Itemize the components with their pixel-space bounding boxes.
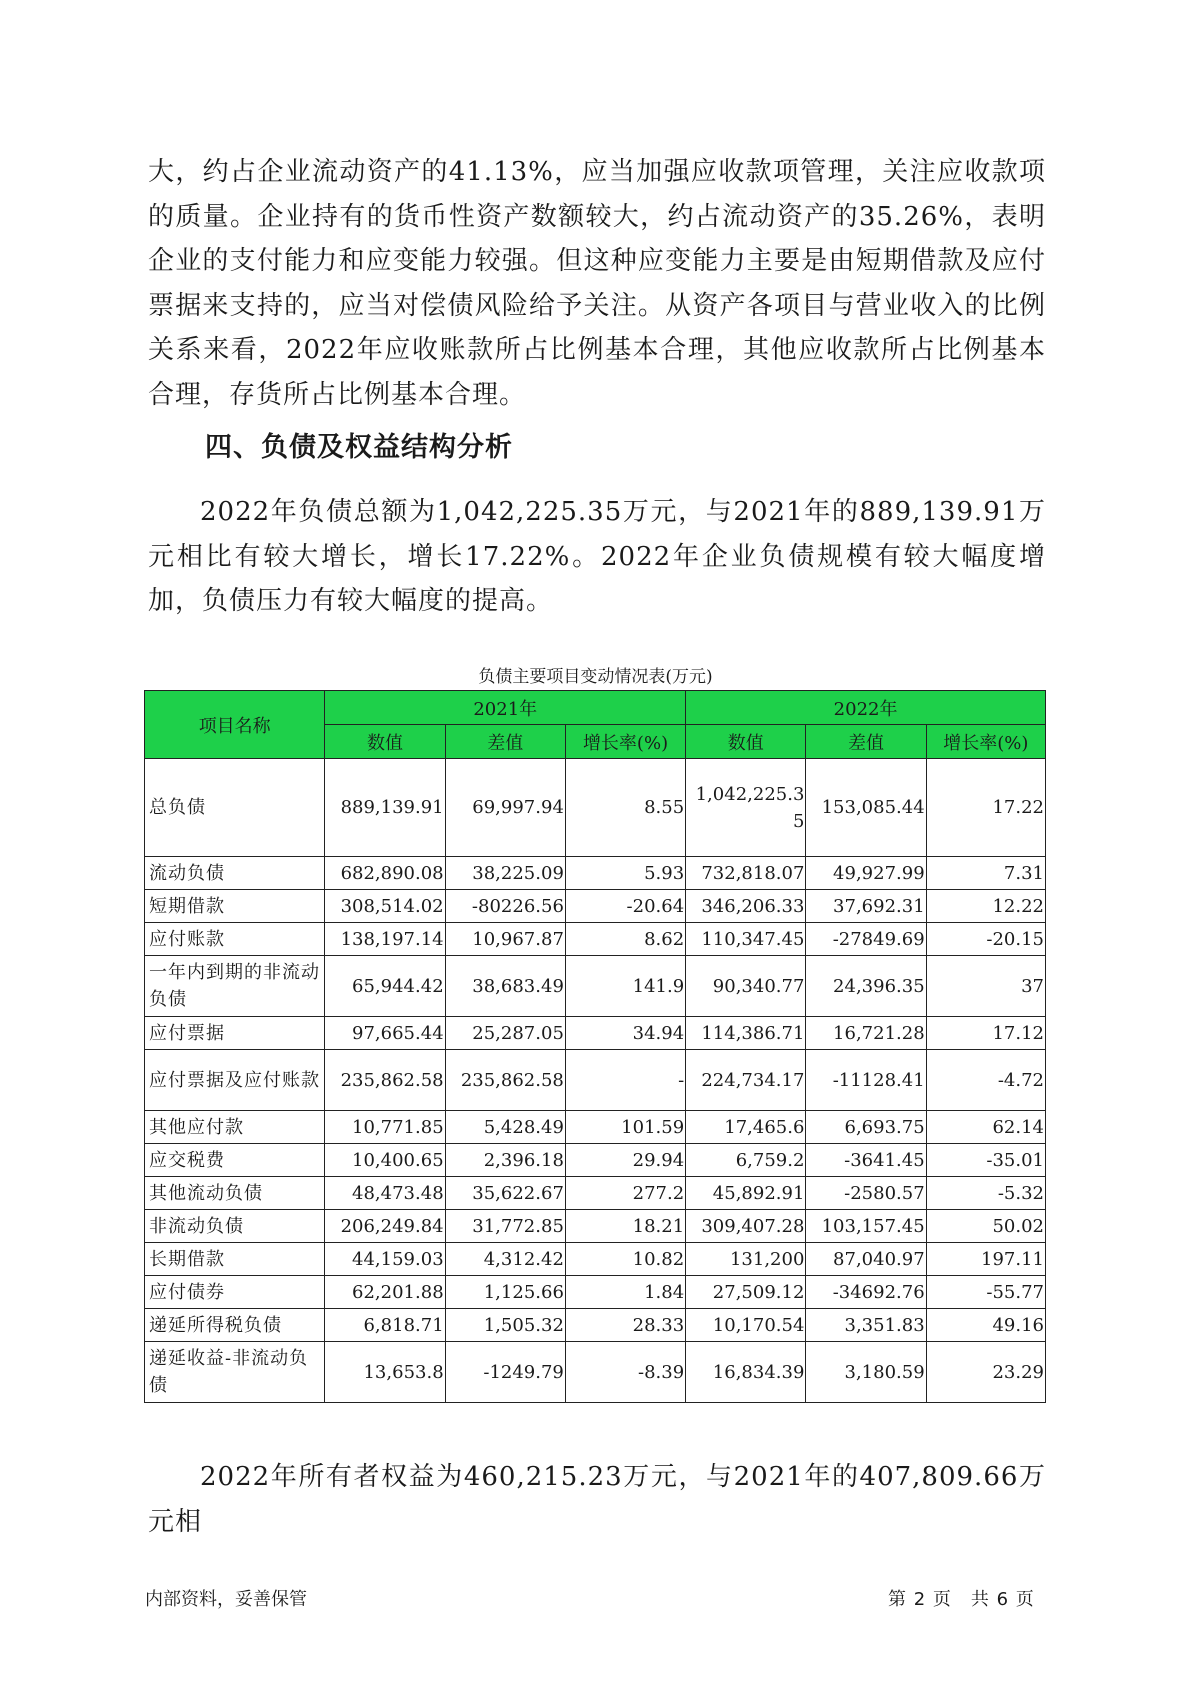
cell-2022-diff: -2580.57 [806,1177,926,1210]
row-label: 非流动负债 [145,1210,325,1243]
cell-2021-rate: 8.62 [565,923,685,956]
cell-2022-rate: 23.29 [926,1342,1045,1403]
table-row [145,1210,1046,1243]
cell-2021-value: 889,139.91 [325,759,445,857]
cell-2022-value: 45,892.91 [686,1177,806,1210]
cell-2021-diff: -80226.56 [445,890,565,923]
cell-2022-value: 224,734.17 [686,1050,806,1111]
body-paragraph-2: 2022年负债总额为1,042,225.35万元，与2021年的889,139.91万元相比有较大增长，增长17.22%。2022年企业负债规模有较大幅度增加，负债压力有较大幅度的提高。 [148,497,1046,616]
row-label: 其他应付款 [145,1111,325,1144]
table-row [145,857,1046,890]
row-label: 应付票据及应付账款 [145,1050,325,1111]
row-label: 其他流动负债 [145,1177,325,1210]
cell-2021-diff: 5,428.49 [445,1111,565,1144]
table-row [145,923,1046,956]
cell-2021-rate: 28.33 [565,1309,685,1342]
table-row [145,759,1046,857]
cell-2022-rate: -4.72 [926,1050,1045,1111]
section-heading: 四、负债及权益结构分析 [205,432,513,463]
cell-2021-value: 13,653.8 [325,1342,445,1403]
cell-2021-diff: -1249.79 [445,1342,565,1403]
cell-2022-value: 110,347.45 [686,923,806,956]
cell-2021-value: 308,514.02 [325,890,445,923]
body-paragraph-1: 大，约占企业流动资产的41.13%，应当加强应收款项管理，关注应收款项的质量。企业持有的货币性资产数额较大，约占流动资产的35.26%，表明企业的支付能力和应变能力较强。但这种应变能力主要是由短期借款及应付票据来支持的，应当对偿债风险给予关注。从资产各项目与营业收入的比例关系来看，2022年应收账款所占比例基本合理，其他应收款所占比例基本合理，存货所占比例基本合理。 [148,157,1046,410]
cell-2022-diff: 16,721.28 [806,1017,926,1050]
row-label: 长期借款 [145,1243,325,1276]
cell-2022-value: 346,206.33 [686,890,806,923]
cell-2022-diff: -34692.76 [806,1276,926,1309]
cell-2021-value: 235,862.58 [325,1050,445,1111]
cell-2021-diff: 1,125.66 [445,1276,565,1309]
cell-2021-value: 10,400.65 [325,1144,445,1177]
cell-2022-rate: 62.14 [926,1111,1045,1144]
cell-2022-value: 16,834.39 [686,1342,806,1403]
cell-2021-rate: 101.59 [565,1111,685,1144]
table-row [145,890,1046,923]
cell-2022-rate: 37 [926,956,1045,1017]
table-row [145,1243,1046,1276]
header-value: 数值 [686,725,806,759]
cell-2021-rate: 18.21 [565,1210,685,1243]
table-row [145,1309,1046,1342]
cell-2022-rate: -20.15 [926,923,1045,956]
table-row [145,1342,1046,1403]
cell-2021-value: 6,818.71 [325,1309,445,1342]
cell-2021-diff: 25,287.05 [445,1017,565,1050]
cell-2021-value: 97,665.44 [325,1017,445,1050]
cell-2022-rate: 7.31 [926,857,1045,890]
cell-2021-value: 65,944.42 [325,956,445,1017]
cell-2021-diff: 35,622.67 [445,1177,565,1210]
cell-2022-diff: 37,692.31 [806,890,926,923]
row-label: 应付票据 [145,1017,325,1050]
cell-2022-rate: 17.12 [926,1017,1045,1050]
cell-2022-rate: 49.16 [926,1309,1045,1342]
table-row [145,1111,1046,1144]
row-label: 总负债 [145,759,325,857]
cell-2021-value: 682,890.08 [325,857,445,890]
cell-2022-rate: 12.22 [926,890,1045,923]
cell-2021-diff: 2,396.18 [445,1144,565,1177]
cell-2022-value: 131,200 [686,1243,806,1276]
cell-2021-value: 62,201.88 [325,1276,445,1309]
cell-2021-rate: 34.94 [565,1017,685,1050]
cell-2022-value: 27,509.12 [686,1276,806,1309]
header-item-name: 项目名称 [145,691,325,759]
header-diff: 差值 [445,725,565,759]
cell-2022-rate: -35.01 [926,1144,1045,1177]
table-row [145,956,1046,1017]
cell-2022-value: 732,818.07 [686,857,806,890]
cell-2021-diff: 38,225.09 [445,857,565,890]
cell-2021-rate: 5.93 [565,857,685,890]
cell-2021-diff: 235,862.58 [445,1050,565,1111]
cell-2021-rate: -20.64 [565,890,685,923]
table-row [145,1276,1046,1309]
row-label: 应付债券 [145,1276,325,1309]
cell-2021-rate: 29.94 [565,1144,685,1177]
cell-2022-value: 90,340.77 [686,956,806,1017]
cell-2021-rate: 141.9 [565,956,685,1017]
cell-2022-rate: -55.77 [926,1276,1045,1309]
cell-2022-diff: -11128.41 [806,1050,926,1111]
cell-2021-rate: 8.55 [565,759,685,857]
cell-2021-diff: 10,967.87 [445,923,565,956]
cell-2021-value: 10,771.85 [325,1111,445,1144]
table-row [145,1017,1046,1050]
table-row [145,1050,1046,1111]
cell-2022-value: 10,170.54 [686,1309,806,1342]
header-year-2021: 2021年 [325,691,686,725]
row-label: 应交税费 [145,1144,325,1177]
row-label: 应付账款 [145,923,325,956]
cell-2021-value: 206,249.84 [325,1210,445,1243]
cell-2022-value: 309,407.28 [686,1210,806,1243]
cell-2022-diff: 49,927.99 [806,857,926,890]
cell-2021-value: 44,159.03 [325,1243,445,1276]
cell-2022-diff: 3,351.83 [806,1309,926,1342]
cell-2022-rate: 17.22 [926,759,1045,857]
cell-2022-rate: -5.32 [926,1177,1045,1210]
cell-2022-value: 6,759.2 [686,1144,806,1177]
cell-2021-diff: 38,683.49 [445,956,565,1017]
cell-2021-rate: 277.2 [565,1177,685,1210]
row-label: 递延所得税负债 [145,1309,325,1342]
cell-2022-diff: -27849.69 [806,923,926,956]
cell-2021-rate: 1.84 [565,1276,685,1309]
cell-2022-value: 1,042,225.35 [686,759,806,857]
cell-2021-diff: 1,505.32 [445,1309,565,1342]
cell-2022-rate: 50.02 [926,1210,1045,1243]
cell-2022-diff: 153,085.44 [806,759,926,857]
footer-confidential-note: 内部资料，妥善保管 [145,1589,307,1610]
header-rate: 增长率(%) [565,725,685,759]
header-value: 数值 [325,725,445,759]
table-row [145,1144,1046,1177]
row-label: 流动负债 [145,857,325,890]
header-year-2022: 2022年 [686,691,1046,725]
cell-2021-rate: -8.39 [565,1342,685,1403]
header-rate: 增长率(%) [926,725,1045,759]
cell-2022-value: 114,386.71 [686,1017,806,1050]
cell-2021-diff: 69,997.94 [445,759,565,857]
liabilities-table [144,690,1046,1403]
body-paragraph-3: 2022年所有者权益为460,215.23万元，与2021年的407,809.66万元相 [148,1462,1046,1537]
cell-2021-rate: - [565,1050,685,1111]
cell-2022-diff: 103,157.45 [806,1210,926,1243]
cell-2021-value: 138,197.14 [325,923,445,956]
cell-2021-diff: 4,312.42 [445,1243,565,1276]
table-caption: 负债主要项目变动情况表(万元) [478,667,713,687]
cell-2022-diff: 6,693.75 [806,1111,926,1144]
header-diff: 差值 [806,725,926,759]
cell-2022-diff: -3641.45 [806,1144,926,1177]
cell-2022-diff: 3,180.59 [806,1342,926,1403]
row-label: 一年内到期的非流动负债 [145,956,325,1017]
table-row [145,1177,1046,1210]
cell-2021-rate: 10.82 [565,1243,685,1276]
cell-2022-value: 17,465.6 [686,1111,806,1144]
cell-2021-diff: 31,772.85 [445,1210,565,1243]
row-label: 递延收益-非流动负债 [145,1342,325,1403]
cell-2022-rate: 197.11 [926,1243,1045,1276]
cell-2022-diff: 24,396.35 [806,956,926,1017]
cell-2022-diff: 87,040.97 [806,1243,926,1276]
page-number: 第 2 页 共 6 页 [888,1589,1035,1610]
row-label: 短期借款 [145,890,325,923]
cell-2021-value: 48,473.48 [325,1177,445,1210]
